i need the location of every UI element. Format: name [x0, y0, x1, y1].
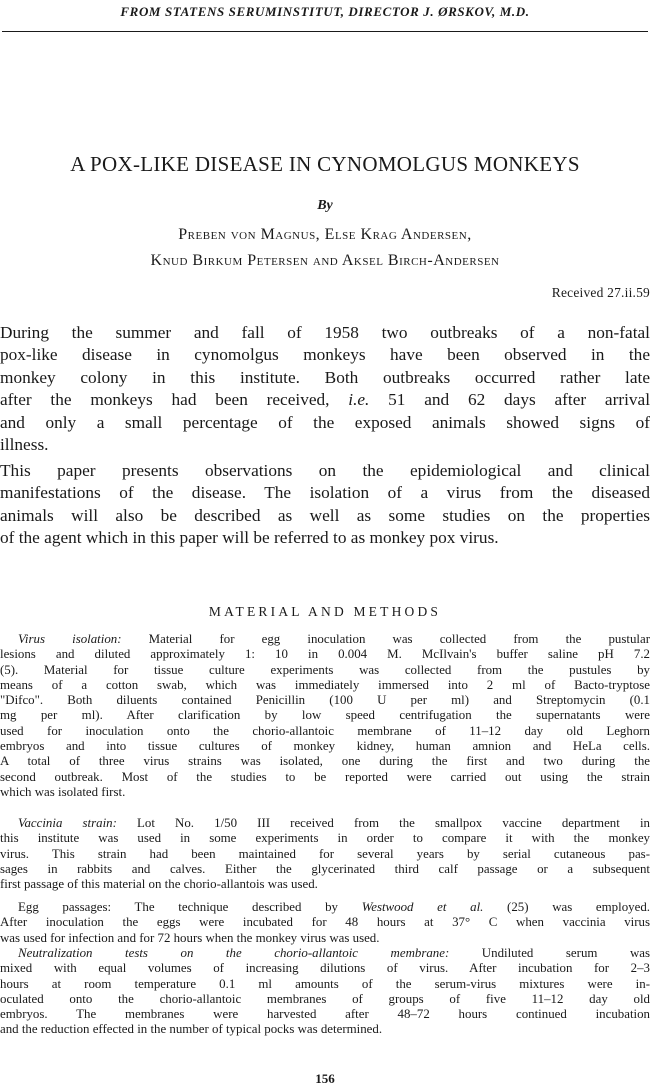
text-line: During the summer and fall of 1958 two outbreaks of a non-fatal [0, 323, 650, 342]
text-line [0, 900, 650, 915]
citation-authors: Westwood et al. [361, 900, 484, 914]
text-line: was used for infection and for 72 hours when the monkey virus was used. [0, 930, 380, 945]
text-line: illness. [0, 435, 49, 455]
text-line: used for inoculation onto the chorio-allantoic membrane of 11–12 day old Leghorn [0, 723, 650, 738]
methods-egg-passages [0, 900, 650, 946]
byline: By [317, 198, 333, 213]
text-line: monkey colony in this institute. Both outbreaks occurred rather late [0, 367, 650, 387]
page-number: 156 [315, 1071, 335, 1086]
text-line: After inoculation the eggs were incubated for 48 hours at 37° C when vaccinia virus [0, 915, 650, 930]
text-line: which was isolated first. [0, 784, 126, 799]
intro-paragraph-2 [0, 460, 650, 550]
text-line: of the agent which in this paper will be referred to as monkey pox virus. [0, 528, 499, 548]
text-line: pox-like disease in cynomolgus monkeys have been observed in the [0, 345, 650, 365]
text-run: Egg passages: The technique described by [18, 900, 362, 914]
text-line: manifestations of the disease. The isolation of a virus from the diseased [0, 483, 650, 503]
text-line [0, 632, 650, 647]
text-line: mixed with equal volumes of increasing dilutions of virus. After incubation for 2–3 [0, 961, 650, 976]
text-line: embryos and into tissue cultures of monkey kidney, human amnion and HeLa cells. [0, 739, 650, 754]
text-line: sages in rabbits and calves. Either the glycerinated third calf passage or a subsequent [0, 861, 650, 876]
text-line: A total of three virus strains was isolated, one during the first and two during the [0, 754, 650, 769]
text-run: Undiluted serum was [449, 946, 650, 960]
running-head: FROM STATENS SERUMINSTITUT, DIRECTOR J. ØRSKOV, M.D. [120, 4, 530, 19]
text-line: animals will also be described as well as some studies on the properties [0, 505, 650, 525]
text-line: (5). Material for tissue culture experiments was collected from the pustules by [0, 662, 650, 677]
text-line: "Difco". Both diluents contained Penicillin (100 U per ml) and Streptomycin (0.1 [0, 693, 650, 708]
text-line: hours at room temperature 0.1 ml amounts of the serum-virus mixtures were in- [0, 976, 650, 991]
text-line: oculated onto the chorio-allantoic membranes of groups of five 11–12 day old [0, 991, 650, 1006]
emphasis: i.e. [348, 390, 370, 410]
subsection-label: Neutralization tests on the chorio-allantoic membrane: [18, 946, 450, 960]
subsection-label: Virus isolation: [18, 632, 122, 646]
intro-paragraph-1 [0, 322, 650, 456]
article-title: A POX-LIKE DISEASE IN CYNOMOLGUS MONKEYS [70, 152, 580, 176]
text-run: (25) was employed. [483, 900, 650, 914]
text-line: first passage of this material on the chorio-allantois was used. [0, 877, 318, 892]
text-line: virus. This strain had been maintained for several years by serial cutaneous pas- [0, 846, 650, 861]
text-line [0, 816, 650, 831]
section-heading: MATERIAL AND METHODS [208, 604, 442, 619]
text-line: this institute was used in some experiments in order to compare it with the monkey [0, 831, 650, 846]
text-line: embryos. The membranes were harvested after 48–72 hours continued incubation [0, 1007, 650, 1022]
methods-vaccinia-strain [0, 816, 650, 892]
text-line: mg per ml). After clarification by low speed centrifugation the supernatants were [0, 708, 650, 723]
header-rule [2, 31, 648, 32]
text-line [0, 389, 650, 411]
authors-line-1: Preben von Magnus, Else Krag Andersen, [178, 226, 472, 243]
received-date: Received 27.ii.59 [551, 285, 650, 300]
subsection-label: Vaccinia strain: [18, 816, 117, 830]
text-line: second outbreak. Most of the studies to be reported were carried out using the strain [0, 769, 650, 784]
text-run: 51 and 62 days after arrival [369, 390, 650, 410]
text-line [0, 946, 650, 961]
text-line: and only a small percentage of the exposed animals showed signs of [0, 412, 650, 432]
text-run: after the monkeys had been received, [0, 390, 349, 410]
text-line: and the reduction effected in the number of typical pocks was determined. [0, 1022, 383, 1037]
methods-virus-isolation [0, 632, 650, 800]
text-line: This paper presents observations on the epidemiological and clinical [0, 461, 650, 480]
text-run: Material for egg inoculation was collected from the pustular [121, 632, 650, 646]
authors-line-2: Knud Birkum Petersen and Aksel Birch-Andersen [150, 252, 500, 269]
text-line: lesions and diluted approximately 1: 10 in 0.004 M. McIlvain's buffer saline pH 7.2 [0, 647, 650, 662]
text-run: Lot No. 1/50 III received from the smallpox vaccine department in [116, 816, 650, 830]
methods-neutralization-tests [0, 946, 650, 1038]
text-line: means of a cotton swab, which was immediately immersed into 2 ml of Bacto-tryptose [0, 677, 650, 692]
